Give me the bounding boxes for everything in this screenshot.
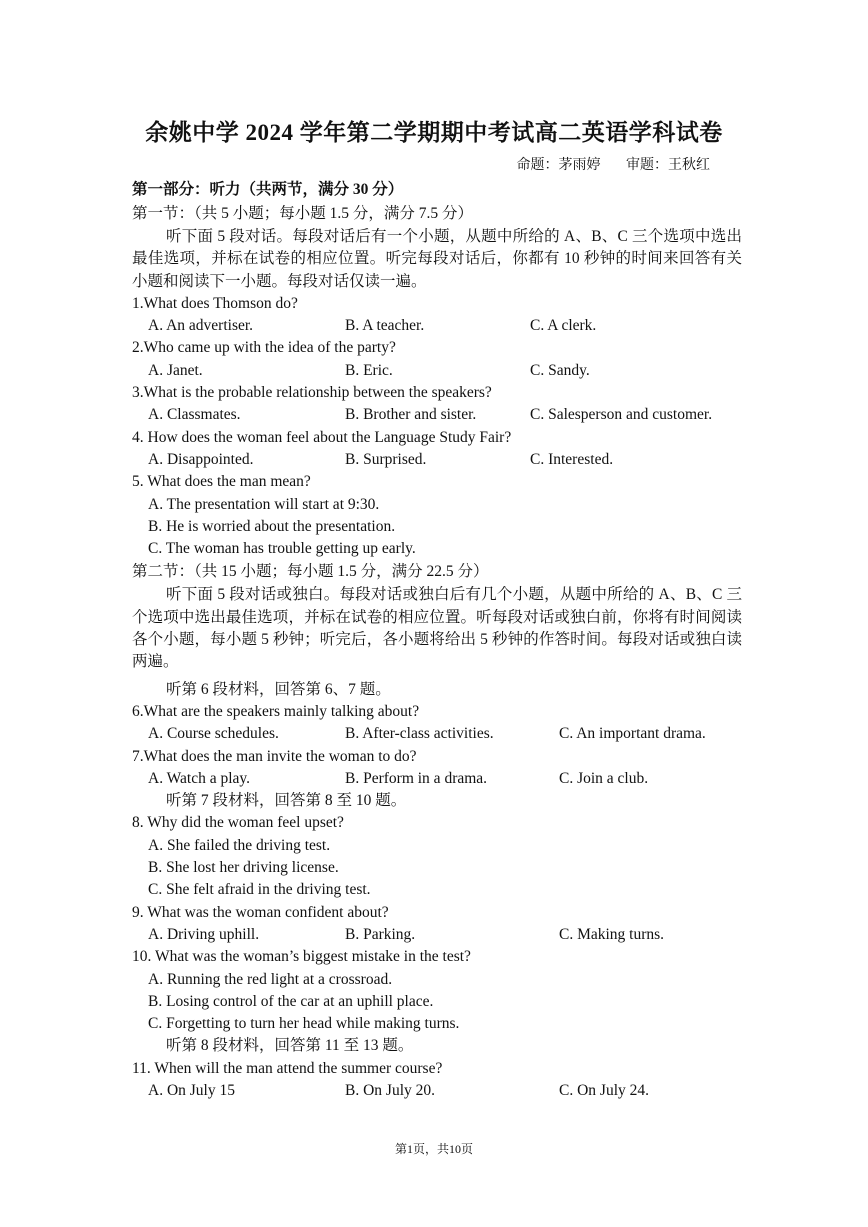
option-c: C. Interested. bbox=[530, 450, 614, 468]
option-b: B. She lost her driving license. bbox=[148, 859, 339, 877]
option-b: B. On July 20. bbox=[345, 1081, 435, 1099]
question-1-stem: 1.What does Thomson do? bbox=[132, 294, 298, 312]
question-4-stem: 4. How does the woman feel about the Language Study Fair? bbox=[132, 428, 512, 446]
section1-instructions: 听下面 5 段对话。每段对话后有一个小题，从题中所给的 A、B、C 三个选项中选出最佳选项，并标在试卷的相应位置。听完每段对话后，你都有 10 秒钟的时间来回答有关小题和阅读下一小题。每段对话仅读一遍。 bbox=[132, 228, 742, 290]
question-2-stem: 2.Who came up with the idea of the party? bbox=[132, 339, 396, 357]
question-9-stem: 9. What was the woman confident about? bbox=[132, 903, 389, 921]
exam-title: 余姚中学 2024 学年第二学期期中考试高二英语学科试卷 bbox=[145, 120, 723, 145]
question-1-options bbox=[132, 315, 742, 337]
reviewer-credit: 审题：王秋红 bbox=[626, 158, 710, 173]
question-11-stem: 11. When will the man attend the summer course? bbox=[132, 1059, 443, 1077]
option-a: A. Janet. bbox=[148, 361, 203, 379]
question-2-options bbox=[132, 360, 742, 382]
question-3-stem: 3.What is the probable relationship between the speakers? bbox=[132, 384, 492, 402]
question-5-stem: 5. What does the man mean? bbox=[132, 473, 311, 491]
option-c: C. A clerk. bbox=[530, 317, 597, 335]
option-a: A. Watch a play. bbox=[148, 769, 251, 787]
option-b: B. Surprised. bbox=[345, 450, 427, 468]
part1-header: 第一部分：听力（共两节，满分 30 分） bbox=[132, 181, 404, 198]
option-a: A. Running the red light at a crossroad. bbox=[148, 970, 393, 988]
option-a: A. An advertiser. bbox=[148, 317, 254, 335]
option-c: C. Forgetting to turn her head while making turns. bbox=[148, 1015, 460, 1033]
option-a: A. Classmates. bbox=[148, 406, 241, 424]
option-a: A. Driving uphill. bbox=[148, 925, 260, 943]
question-7-options bbox=[132, 768, 742, 790]
option-b: B. After-class activities. bbox=[345, 725, 494, 743]
option-c: C. The woman has trouble getting up early. bbox=[148, 540, 416, 558]
option-a: A. The presentation will start at 9:30. bbox=[148, 495, 380, 513]
page-footer: 第1页，共10页 bbox=[394, 1142, 473, 1156]
material-6-note: 听第 6 段材料，回答第 6、7 题。 bbox=[166, 680, 391, 698]
option-a: A. Course schedules. bbox=[148, 725, 279, 743]
option-c: C. Join a club. bbox=[559, 769, 649, 787]
question-11-options bbox=[132, 1080, 742, 1102]
question-8-stem: 8. Why did the woman feel upset? bbox=[132, 814, 344, 832]
option-a: A. She failed the driving test. bbox=[148, 836, 331, 854]
authors-line bbox=[495, 154, 711, 174]
exam-content bbox=[132, 178, 742, 1102]
option-b: B. A teacher. bbox=[345, 317, 425, 335]
question-4-options bbox=[132, 449, 742, 471]
question-3-options bbox=[132, 404, 742, 426]
question-6-stem: 6.What are the speakers mainly talking about? bbox=[132, 702, 420, 720]
section1-header: 第一节：（共 5 小题；每小题 1.5 分，满分 7.5 分） bbox=[132, 205, 474, 222]
section2-instructions: 听下面 5 段对话或独白。每段对话或独白后有几个小题，从题中所给的 A、B、C 三个选项中选出最佳选项，并标在试卷的相应位置。听每段对话或独白前，你将有时间阅读各个小题，每小题 5 秒钟；听完后，各小题将给出 5 秒钟的作答时间。每段对话或独白读两遍。 bbox=[132, 586, 742, 671]
option-c: C. On July 24. bbox=[559, 1081, 649, 1099]
option-b: B. He is worried about the presentation. bbox=[148, 517, 396, 535]
option-c: C. Making turns. bbox=[559, 925, 665, 943]
option-b: B. Perform in a drama. bbox=[345, 769, 488, 787]
option-b: B. Losing control of the car at an uphill place. bbox=[148, 992, 434, 1010]
option-c: C. Sandy. bbox=[530, 361, 590, 379]
setter-credit: 命题：茅雨婷 bbox=[516, 158, 601, 173]
option-c: C. An important drama. bbox=[559, 725, 706, 743]
question-9-options bbox=[132, 924, 742, 946]
option-a: A. Disappointed. bbox=[148, 450, 254, 468]
material-7-note: 听第 7 段材料，回答第 8 至 10 题。 bbox=[166, 792, 407, 810]
option-c: C. She felt afraid in the driving test. bbox=[148, 881, 371, 899]
option-c: C. Salesperson and customer. bbox=[530, 406, 713, 424]
question-6-options bbox=[132, 723, 742, 745]
option-a: A. On July 15 bbox=[148, 1081, 235, 1099]
question-7-stem: 7.What does the man invite the woman to do? bbox=[132, 747, 417, 765]
section2-header: 第二节：（共 15 小题；每小题 1.5 分，满分 22.5 分） bbox=[132, 563, 489, 581]
material-8-note: 听第 8 段材料，回答第 11 至 13 题。 bbox=[166, 1037, 414, 1055]
option-b: B. Eric. bbox=[345, 361, 393, 379]
question-10-stem: 10. What was the woman’s biggest mistake in the test? bbox=[132, 948, 471, 966]
option-b: B. Brother and sister. bbox=[345, 406, 477, 424]
option-b: B. Parking. bbox=[345, 925, 416, 943]
